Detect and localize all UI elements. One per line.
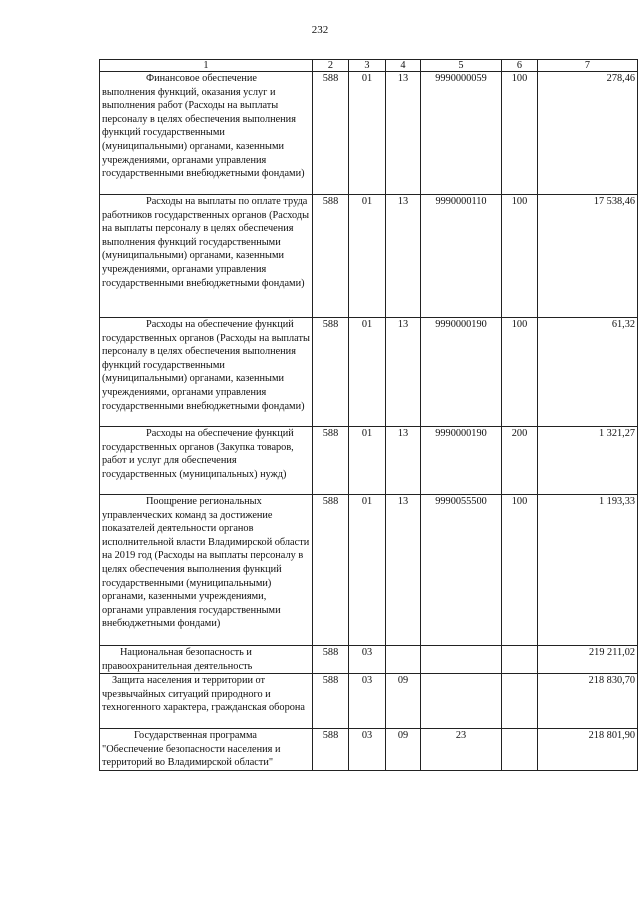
row-section: 01 (349, 427, 386, 495)
row-subsection: 09 (386, 729, 421, 771)
table-row (100, 195, 638, 318)
row-target: 9990000059 (421, 72, 502, 195)
column-header: 5 (421, 60, 502, 72)
row-name: Расходы на обеспечение функций государственных органов (Закупка товаров, работ и услуг для обеспечения государственных (муниципальных) нужд) (100, 427, 313, 495)
row-type (502, 646, 538, 674)
row-subsection: 13 (386, 427, 421, 495)
row-section: 01 (349, 495, 386, 646)
row-section: 03 (349, 674, 386, 729)
row-amount: 278,46 (538, 72, 638, 195)
page-number: 232 (311, 24, 329, 36)
row-section: 01 (349, 72, 386, 195)
row-target: 9990000110 (421, 195, 502, 318)
row-type: 100 (502, 495, 538, 646)
header-row (100, 60, 638, 72)
column-header: 7 (538, 60, 638, 72)
row-code: 588 (313, 674, 349, 729)
row-amount: 17 538,46 (538, 195, 638, 318)
row-amount: 219 211,02 (538, 646, 638, 674)
row-target: 23 (421, 729, 502, 771)
row-subsection: 13 (386, 318, 421, 427)
table-row (100, 674, 638, 729)
row-target: 9990000190 (421, 427, 502, 495)
row-subsection: 13 (386, 72, 421, 195)
column-header: 1 (100, 60, 313, 72)
column-header: 4 (386, 60, 421, 72)
row-type (502, 729, 538, 771)
row-name: Финансовое обеспечение выполнения функций, оказания услуг и выполнения работ (Расходы на выплаты персоналу в целях обеспечения выполнения функций государственными (муниципальными) органами, казенными учреждениями, органами управления государственными внебюджетными фондами) (100, 72, 313, 195)
budget-table (99, 59, 638, 771)
row-code: 588 (313, 646, 349, 674)
row-subsection: 09 (386, 674, 421, 729)
row-subsection: 13 (386, 195, 421, 318)
row-amount: 218 801,90 (538, 729, 638, 771)
row-name: Защита населения и территории от чрезвычайных ситуаций природного и техногенного характера, гражданская оборона (100, 674, 313, 729)
row-section: 03 (349, 729, 386, 771)
row-type: 100 (502, 195, 538, 318)
row-target: 9990055500 (421, 495, 502, 646)
table-row (100, 495, 638, 646)
row-code: 588 (313, 195, 349, 318)
column-header: 2 (313, 60, 349, 72)
row-type: 100 (502, 72, 538, 195)
column-header: 6 (502, 60, 538, 72)
table-row (100, 646, 638, 674)
row-subsection: 13 (386, 495, 421, 646)
row-amount: 1 321,27 (538, 427, 638, 495)
row-code: 588 (313, 427, 349, 495)
row-section: 01 (349, 318, 386, 427)
row-code: 588 (313, 495, 349, 646)
row-name: Расходы на обеспечение функций государственных органов (Расходы на выплаты персоналу в целях обеспечения выполнения функций государственными (муниципальными) органами, казенными учреждениями, органами управления государственными внебюджетными фондами) (100, 318, 313, 427)
table-row (100, 427, 638, 495)
row-name: Национальная безопасность и правоохранительная деятельность (100, 646, 313, 674)
row-subsection (386, 646, 421, 674)
row-section: 03 (349, 646, 386, 674)
row-name: Государственная программа "Обеспечение безопасности населения и территорий во Владимирской области" (100, 729, 313, 771)
row-target: 9990000190 (421, 318, 502, 427)
row-type: 100 (502, 318, 538, 427)
row-code: 588 (313, 729, 349, 771)
row-code: 588 (313, 72, 349, 195)
row-name: Поощрение региональных управленческих команд за достижение показателей деятельности органов исполнительной власти Владимирской области на 2019 год (Расходы на выплаты персоналу в целях обеспечения выполнения функций государственными (муниципальными) органами, казенными учреждениями, органами управления государственными внебюджетными фондами) (100, 495, 313, 646)
row-amount: 61,32 (538, 318, 638, 427)
column-header: 3 (349, 60, 386, 72)
table-row (100, 72, 638, 195)
row-target (421, 646, 502, 674)
row-amount: 1 193,33 (538, 495, 638, 646)
row-type (502, 674, 538, 729)
row-section: 01 (349, 195, 386, 318)
table-row (100, 318, 638, 427)
row-code: 588 (313, 318, 349, 427)
row-name: Расходы на выплаты по оплате труда работников государственных органов (Расходы на выплаты персоналу в целях обеспечения выполнения функций государственными (муниципальными) органами, казенными учреждениями, органами управления государственными внебюджетными фондами) (100, 195, 313, 318)
row-type: 200 (502, 427, 538, 495)
table-row (100, 729, 638, 771)
row-amount: 218 830,70 (538, 674, 638, 729)
row-target (421, 674, 502, 729)
